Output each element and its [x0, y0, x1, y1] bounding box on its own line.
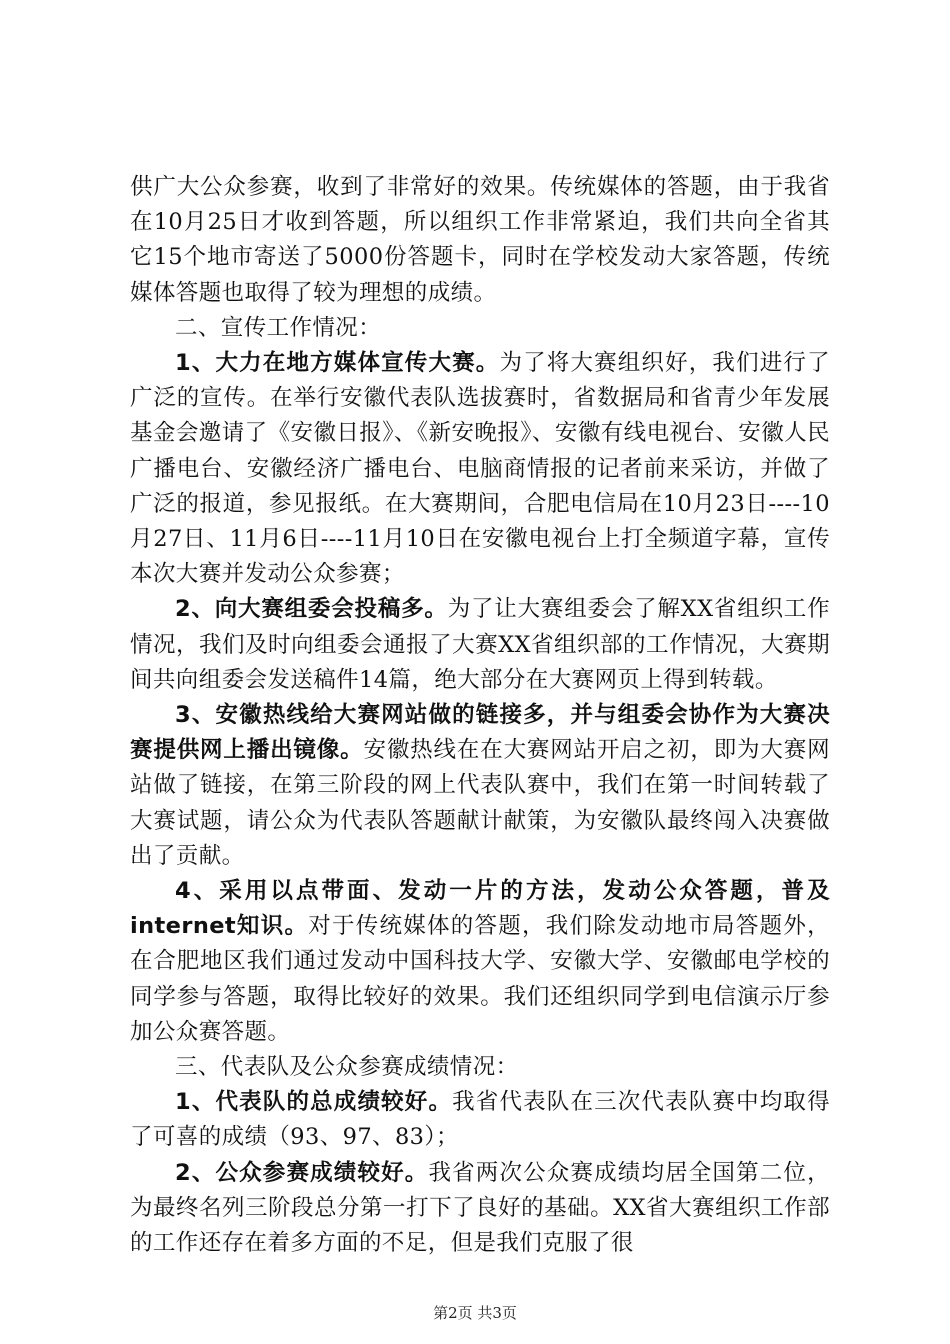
paragraph-2-3 [130, 698, 830, 874]
paragraph-2-1-lead: 1、大力在地方媒体宣传大赛。 [175, 350, 500, 377]
paragraph-3-2-lead: 2、公众参赛成绩较好。 [175, 1159, 429, 1186]
paragraph-2-2 [130, 592, 830, 698]
paragraph-2-1 [130, 346, 830, 592]
paragraph-3-1 [130, 1085, 830, 1155]
paragraph-3-2 [130, 1156, 830, 1262]
paragraph-3-2-body: 我省两次公众赛成绩均居全国第二位，为最终名列三阶段总分第一打下了良好的基础。XX省大赛组织工作部的工作还存在着多方面的不足，但是我们克服了很 [130, 1159, 830, 1257]
paragraph-2-3-lead: 3、安徽热线给大赛网站做的链接多，并与组委会协作为大赛决赛提供网上播出镜像。 [130, 702, 830, 764]
paragraph-2-2-body: 为了让大赛组委会了解XX省组织工作情况，我们及时向组委会通报了大赛XX省组织部的工作情况，大赛期间共向组委会发送稿件14篇，绝大部分在大赛网页上得到转载。 [130, 596, 830, 693]
paragraph-2-4-lead: 4、采用以点带面、发动一片的方法，发动公众答题，普及internet知识。 [130, 878, 830, 940]
paragraph-2-4-body: 对于传统媒体的答题，我们除发动地市局答题外，在合肥地区我们通过发动中国科技大学、安徽大学、安徽邮电学校的同学参与答题，取得比较好的效果。我们还组织同学到电信演示厅参加公众赛答题。 [130, 913, 830, 1045]
paragraph-continued: 供广大公众参赛，收到了非常好的效果。传统媒体的答题，由于我省在10月25日才收到答题，所以组织工作非常紧迫，我们共向全省其它15个地市寄送了5000份答题卡，同时在学校发动大家答题，传统媒体答题也取得了较为理想的成绩。 [130, 174, 830, 306]
paragraph-2-1-body: 为了将大赛组织好，我们进行了广泛的宣传。在举行安徽代表队选拔赛时，省数据局和省青少年发展基金会邀请了《安徽日报》、《新安晚报》、安徽有线电视台、安徽人民广播电台、安徽经济广播电台、电脑商情报的记者前来采访，并做了广泛的报道，参见报纸。在大赛期间，合肥电信局在10月23日----10月27日、11月6日----11月10日在安徽电视台上打全频道字幕，宣传本次大赛并发动公众参赛； [130, 350, 830, 588]
paragraph-2-3-body: 安徽热线在在大赛网站开启之初，即为大赛网站做了链接，在第三阶段的网上代表队赛中，我们在第一时间转载了大赛试题，请公众为代表队答题献计献策，为安徽队最终闯入决赛做出了贡献。 [130, 737, 830, 869]
paragraph-3-1-body: 我省代表队在三次代表队赛中均取得了可喜的成绩（93、97、83）； [130, 1089, 830, 1151]
paragraph-2-2-lead: 2、向大赛组委会投稿多。 [175, 596, 448, 623]
section-heading-results: 三、代表队及公众参赛成绩情况： [175, 1054, 519, 1081]
page-number-footer: 第2页 共3页 [433, 1304, 517, 1322]
paragraph-3-1-lead: 1、代表队的总成绩较好。 [175, 1089, 453, 1116]
section-heading-publicity: 二、宣传工作情况： [175, 314, 382, 341]
document-body [130, 170, 830, 1261]
paragraph-2-4 [130, 874, 830, 1050]
